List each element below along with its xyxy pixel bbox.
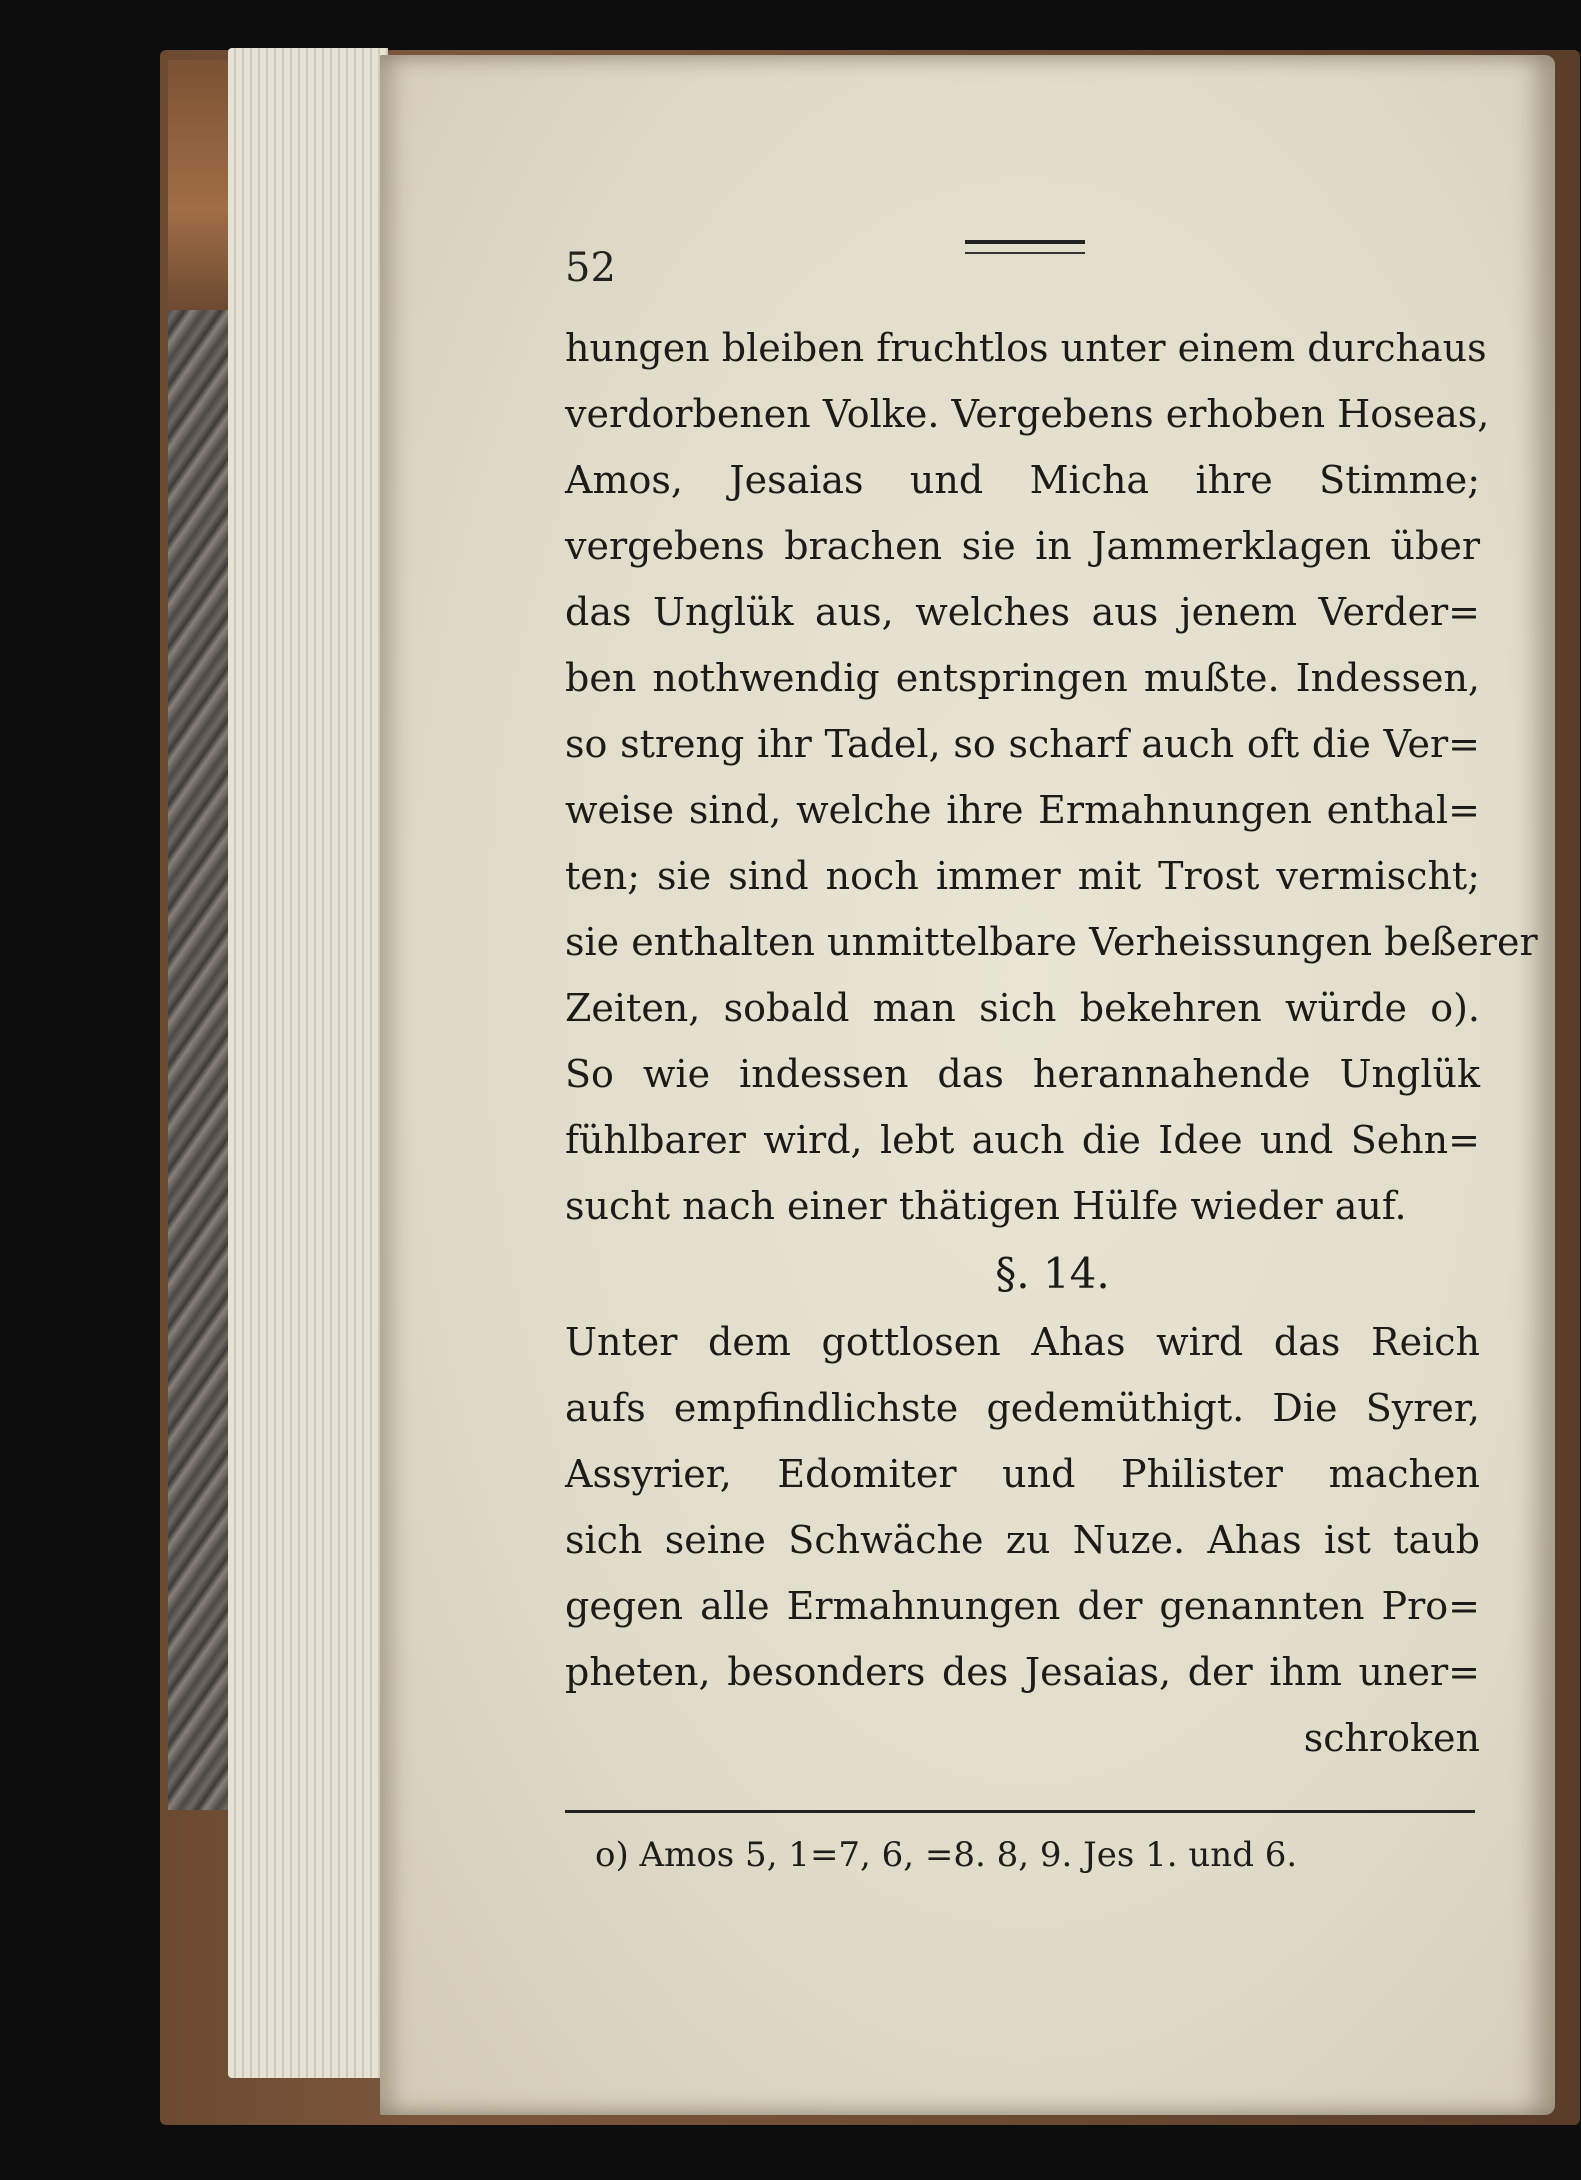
text-line: ten; sie sind noch immer mit Trost vermischt; (565, 854, 1480, 898)
marbled-endpaper (168, 310, 230, 1810)
page-edges (228, 48, 388, 2078)
text-line: Amos, Jesaias und Micha ihre Stimme; (565, 458, 1480, 502)
footnote: o) Amos 5, 1=7, 6, =8. 8, 9. Jes 1. und 6. (595, 1835, 1298, 1875)
text-line: aufs empfindlichste gedemüthigt. Die Syrer, (565, 1386, 1480, 1430)
page-number: 52 (565, 245, 616, 291)
catchword: schroken (1303, 1716, 1480, 1760)
body-text (565, 315, 1538, 1771)
text-line: ben nothwendig entspringen mußte. Indessen, (565, 656, 1480, 700)
text-line: sich seine Schwäche zu Nuze. Ahas ist taub (565, 1518, 1480, 1562)
text-line: so streng ihr Tadel, so scharf auch oft die Ver= (565, 722, 1480, 766)
text-line: das Unglük aus, welches aus jenem Verder= (565, 590, 1480, 634)
text-line: sucht nach einer thätigen Hülfe wieder auf. (565, 1184, 1407, 1228)
text-line: sie enthalten unmittelbare Verheissungen beßerer (565, 920, 1538, 964)
text-line: Assyrier, Edomiter und Philister machen (565, 1452, 1480, 1496)
text-line: So wie indessen das herannahende Unglük (565, 1052, 1480, 1096)
text-line: gegen alle Ermahnungen der genannten Pro= (565, 1584, 1480, 1628)
text-line: pheten, besonders des Jesaias, der ihm uner= (565, 1650, 1480, 1694)
header-rule (965, 240, 1085, 254)
footnote-rule (565, 1810, 1475, 1813)
text-line: fühlbarer wird, lebt auch die Idee und Sehn= (565, 1118, 1480, 1162)
section-heading: §. 14. (995, 1249, 1110, 1298)
book-spine-leather (168, 60, 230, 310)
text-line: Unter dem gottlosen Ahas wird das Reich (565, 1320, 1480, 1364)
text-line: verdorbenen Volke. Vergebens erhoben Hoseas, (565, 392, 1490, 436)
text-line: Zeiten, sobald man sich bekehren würde o). (565, 986, 1480, 1030)
text-line: hungen bleiben fruchtlos unter einem durchaus (565, 326, 1487, 370)
text-line: vergebens brachen sie in Jammerklagen über (565, 524, 1480, 568)
text-line: weise sind, welche ihre Ermahnungen enthal= (565, 788, 1480, 832)
